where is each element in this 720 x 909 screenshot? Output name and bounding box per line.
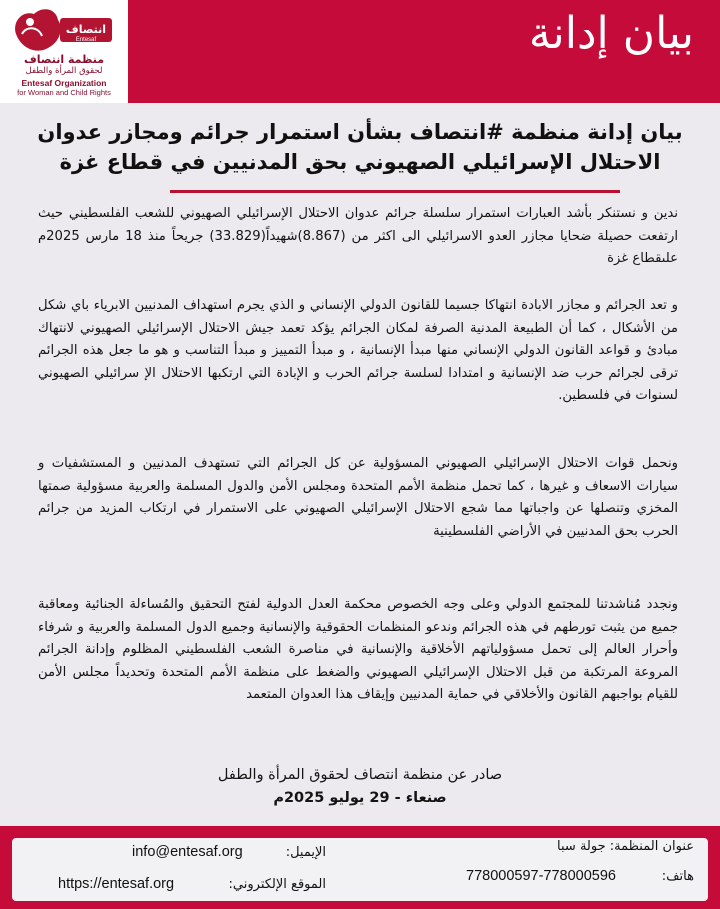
paragraph-3: ونحمل قوات الاحتلال الإسرائيلي الصهيوني المسؤولية عن كل الجرائم التي تستهدف المدنيين و المستشفيات و سيارات الاسعاف و غيرها ، كما تحمل منظمة الأمم المتحدة ومجلس الأمن والدول المسلمة والعربية مسؤولية صمتها المخزي وتنصلها عن واجباتها مما شجع الاحتلال الإسرائيلي الصهيوني على الاستمرار في ارتكاب المزيد من جرائم الحرب بحق المدنيين في الأراضي الفلسطينية bbox=[38, 456, 678, 539]
logo-org-name-ar: منظمة انتصاف bbox=[23, 53, 105, 66]
website-link[interactable]: https://entesaf.org bbox=[58, 876, 175, 892]
address-label: عنوان المنظمة: جولة سبا bbox=[557, 839, 694, 854]
heading-divider bbox=[170, 190, 620, 193]
statement-heading bbox=[30, 117, 690, 177]
statement-heading-line-1: بيان إدانة منظمة #انتصاف بشأن استمرار جرائم ومجازر عدوان bbox=[37, 120, 683, 144]
header-banner bbox=[0, 0, 720, 103]
issuer-line: صادر عن منظمة انتصاف لحقوق المرأة والطفل bbox=[217, 767, 503, 783]
logo-org-name-en: Entesaf Organization bbox=[21, 78, 107, 88]
logo-mark-text: انتصاف bbox=[65, 23, 107, 36]
paragraph-2: و تعد الجرائم و مجازر الابادة انتهاكا جسيما للقانون الدولي الإنساني و الذي يجرم استهداف المدنيين الابرياء باي شكل من الأشكال ، كما أن الطبيعة المدنية الصرفة لمكان الجرائم يؤكد تعمد جيش الاحتلال الإسرائيلي الصهيوني لانتهاك مبادئ و قواعد القانون الدولي الإنساني منها مبدأ الإنسانية ، و مبدأ التمييز و مبدأ التناسب و هو ما جعل هذه الجرائم ترقى لجرائم حرب ضد الإنسانية و امتدادا لسلسة جرائم الحرب و الإبادة التي ارتكبها الاحتلال الإ سرائيلي الصهيوني لسنوات في فلسطين. bbox=[38, 298, 678, 403]
paragraph-4: ونجدد مُناشدتنا للمجتمع الدولي وعلى وجه الخصوص محكمة العدل الدولية لفتح التحقيق والمُساءلة الجنائية ومعاقبة جميع من يثبت تورطهم في هذه الجرائم وندعو المنظمات الحقوقية والإنسانية وجميع الدول المسلمة والعربية و شرفاء وأحرار العالم إلى تحمل مسؤولياتهم الأخلاقية والإنسانية في مناصرة الشعب الفلسطيني المظلوم وإدانة الجرائم المروعة المرتكبة من قبل الاحتلال الإسرائيلي الصهيوني والضغط على منظمة الأمم المتحدة وتحديداً مجلس الأمن للقيام بواجبهم القانون والأخلاقي في حماية المدنيين وإيقاف هذا العدوان المتعمد bbox=[38, 597, 678, 702]
paragraph-1: ندين و نستنكر بأشد العبارات استمرار سلسلة جرائم عدوان الاحتلال الإسرائيلي الصهيوني للشعب الفلسطيني حيث ارتفعت حصيلة ضحايا مجازر العدو الاسرائيلي الى اكثر من (8.867)شهيداً(33.829) جريحاً منذ 18 مارس 2025م علىقطاع غزة bbox=[38, 206, 678, 266]
logo-mark-sub: Entesaf bbox=[75, 37, 97, 43]
logo-emblem-icon bbox=[8, 4, 118, 56]
email-link[interactable]: info@entesaf.org bbox=[132, 844, 243, 860]
logo-org-sub-ar: لحقوق المرأة والطفل bbox=[25, 66, 103, 76]
statement-heading-line-2: الاحتلال الإسرائيلي الصهيوني بحق المدنيين في قطاع غزة bbox=[59, 150, 661, 174]
page-title: بيان إدانة bbox=[528, 8, 694, 59]
footer-contact-panel bbox=[12, 838, 708, 901]
email-label: الإيميل: bbox=[285, 845, 326, 860]
website-label: الموقع الإلكتروني: bbox=[228, 877, 326, 892]
phone-label: هاتف: bbox=[661, 869, 694, 884]
issue-place-date: صنعاء - 29 يوليو 2025م bbox=[273, 790, 447, 806]
logo-org-sub-en: for Woman and Child Rights bbox=[17, 88, 111, 97]
logo bbox=[0, 0, 128, 103]
phone-value[interactable]: 778000597-778000596 bbox=[466, 868, 616, 884]
